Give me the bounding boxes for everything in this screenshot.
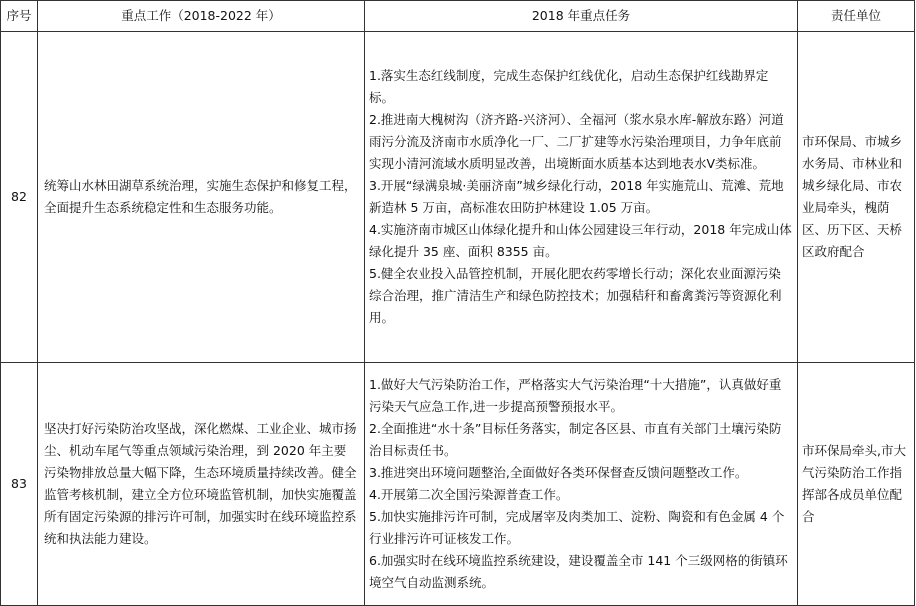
row-tasks [365,32,798,363]
row-responsible: 市环保局牵头,市大气污染防治工作指挥部各成员单位配合 [798,363,915,606]
header-row [1,1,915,32]
task-item: 3.推进突出环境问题整治,全面做好各类环保督查反馈问题整改工作。 [369,465,748,480]
task-item: 5.健全农业投入品管控机制，开展化肥农药零增长行动；深化农业面源污染综合治理，推广清洁生产和绿色防控技术；加强秸秆和畜禽粪污等资源化利用。 [369,266,782,325]
header-no: 序号 [1,1,38,32]
task-item: 3.开展“绿满泉城·美丽济南”城乡绿化行动，2018 年实施荒山、荒滩、荒地新造林 5 万亩，高标准农田防护林建设 1.05 万亩。 [369,178,784,215]
row-focus: 统筹山水林田湖草系统治理，实施生态保护和修复工程，全面提升生态系统稳定性和生态服务功能。 [38,32,365,363]
task-item: 1.落实生态红线制度，完成生态保护红线优化，启动生态保护红线勘界定标。 [369,68,769,105]
header-tasks: 2018 年重点任务 [365,1,798,32]
row-number: 83 [1,363,38,606]
task-item: 6.加强实时在线环境监控系统建设，建设覆盖全市 141 个三级网格的街镇环境空气自动监测系统。 [369,553,788,590]
row-focus: 坚决打好污染防治攻坚战，深化燃煤、工业企业、城市扬尘、机动车尾气等重点领域污染治理，到 2020 年主要污染物排放总量大幅下降，生态环境质量持续改善。健全监管考核机制，建立全方位环境监管机制，加快实施覆盖所有固定污染源的排污许可制，加强实时在线环境监控系统和执法能力建设。 [38,363,365,606]
task-item: 4.实施济南市城区山体绿化提升和山体公园建设三年行动，2018 年完成山体绿化提升 35 座、面积 8355 亩。 [369,222,792,259]
task-item: 2.推进南大槐树沟（济齐路-兴济河）、全福河（浆水泉水库-解放东路）河道雨污分流及济南市水质净化一厂、二厂扩建等水污染治理项目，力争年底前实现小清河流域水质明显改善，出境断面水质基本达到地表水Ⅴ类标准。 [369,112,784,171]
header-focus: 重点工作（2018-2022 年） [38,1,365,32]
table-row [1,363,915,606]
row-number: 82 [1,32,38,363]
task-item: 4.开展第二次全国污染源普查工作。 [369,487,569,502]
row-tasks [365,363,798,606]
task-item: 5.加快实施排污许可制，完成屠宰及肉类加工、淀粉、陶瓷和有色金属 4 个行业排污许可证核发工作。 [369,509,785,546]
table-row [1,32,915,363]
task-item: 1.做好大气污染防治工作，严格落实大气污染治理“十大措施”，认真做好重污染天气应急工作,进一步提高预警预报水平。 [369,377,782,414]
row-responsible: 市环保局、市城乡水务局、市林业和城乡绿化局、市农业局牵头，槐荫区、历下区、天桥区政府配合 [798,32,915,363]
header-responsible: 责任单位 [798,1,915,32]
task-item: 2.全面推进“水十条”目标任务落实，制定各区县、市直有关部门土壤污染防治目标责任书。 [369,421,782,458]
